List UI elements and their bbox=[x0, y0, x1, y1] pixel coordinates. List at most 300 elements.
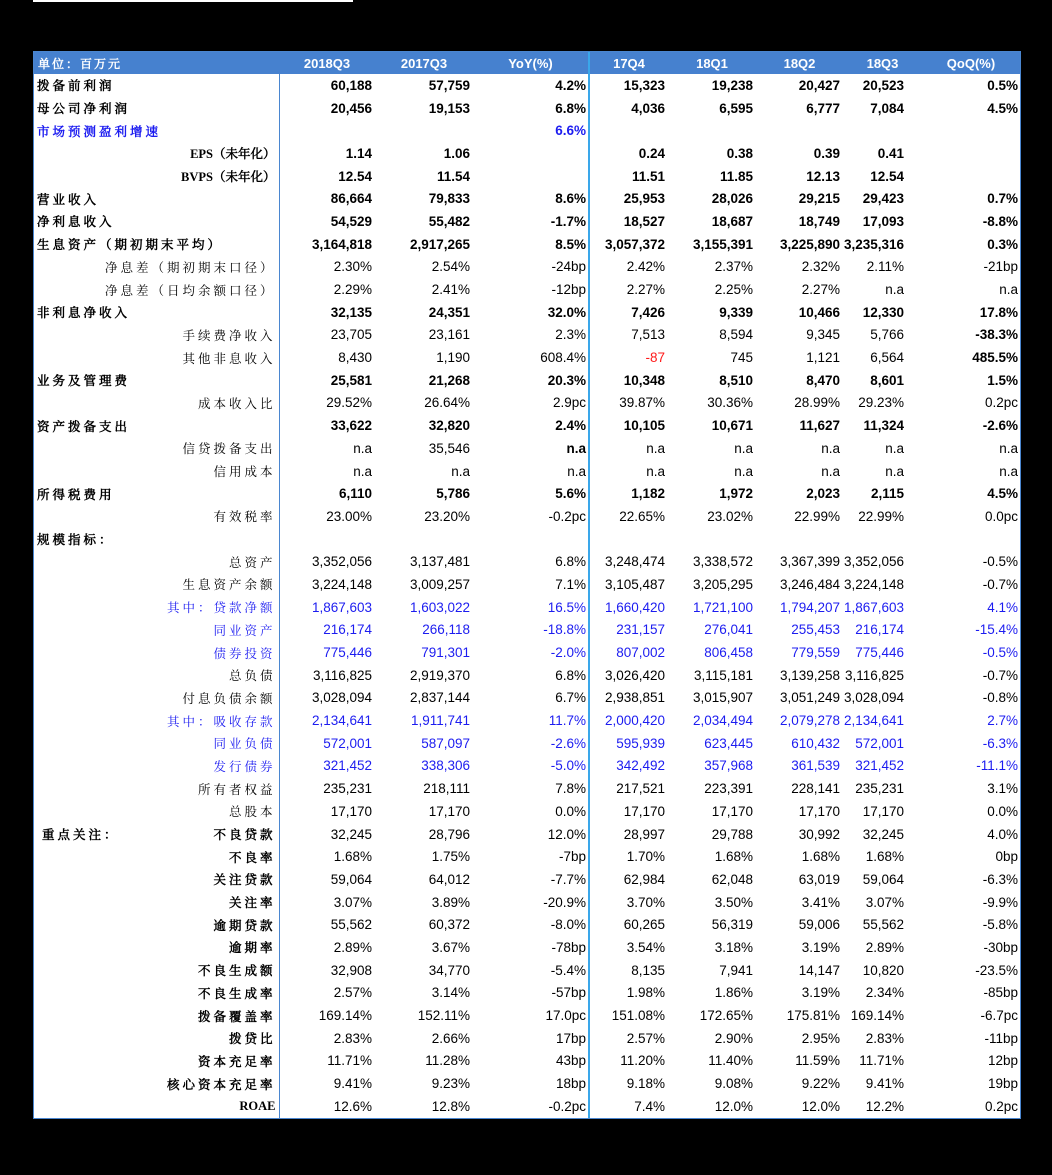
val-yoy: 7.1% bbox=[473, 573, 589, 596]
val-2018q3: 25,581 bbox=[330, 372, 372, 388]
val-yoy: 2.4% bbox=[473, 414, 589, 437]
row-group-prefix: 重点关注： bbox=[42, 827, 120, 843]
val-qoq: 0.0pc bbox=[984, 508, 1018, 524]
val-17q4: 9.18% bbox=[626, 1076, 665, 1092]
row-label-text: 净利息收入 bbox=[37, 214, 115, 230]
val-18q1: 30.36% bbox=[707, 395, 753, 411]
val-2018q3: 17,170 bbox=[330, 803, 372, 819]
val-18q2: 29,215 bbox=[798, 191, 840, 207]
val-18q2: 10,466 bbox=[798, 304, 840, 320]
val-2018q3: 33,622 bbox=[330, 418, 372, 434]
val-18q3: 12,330 bbox=[862, 304, 904, 320]
val-yoy: 8.5% bbox=[473, 233, 589, 256]
row-label-text: 有效税率 bbox=[213, 509, 276, 525]
val-qoq: -6.3% bbox=[982, 871, 1018, 887]
row-label bbox=[34, 664, 279, 687]
val-2018q3: 2.83% bbox=[333, 1030, 372, 1046]
table-row bbox=[34, 913, 1020, 936]
val-18q1: 9.08% bbox=[714, 1076, 753, 1092]
val-qoq: 17.8% bbox=[979, 304, 1018, 320]
val-17q4: 4,036 bbox=[631, 100, 665, 116]
row-label-text: 所有者权益 bbox=[197, 781, 276, 797]
val-2017q3: 26.64% bbox=[424, 395, 470, 411]
col-header-qoq: QoQ(%) bbox=[922, 52, 1020, 74]
row-label-text: BVPS（未年化） bbox=[181, 170, 276, 185]
val-2017q3: 60,372 bbox=[428, 917, 470, 933]
val-18q1: 19,238 bbox=[711, 77, 753, 93]
val-qoq: -9.9% bbox=[982, 894, 1018, 910]
val-18q2 bbox=[756, 528, 843, 551]
row-label-text: 其中：吸收存款 bbox=[166, 713, 276, 729]
val-2018q3: 20,456 bbox=[330, 100, 372, 116]
val-17q4: 2.57% bbox=[626, 1030, 665, 1046]
val-18q1: 2.90% bbox=[714, 1030, 753, 1046]
val-17q4 bbox=[589, 119, 668, 142]
val-2017q3: 1,911,741 bbox=[410, 713, 470, 729]
val-yoy: -57bp bbox=[473, 982, 589, 1005]
row-label bbox=[34, 301, 279, 324]
row-label bbox=[34, 437, 279, 460]
val-2017q3: 11.54 bbox=[436, 168, 470, 184]
val-2017q3: 79,833 bbox=[428, 191, 470, 207]
val-17q4: 151.08% bbox=[611, 1008, 665, 1024]
row-label bbox=[34, 936, 279, 959]
row-label-text: ROAE bbox=[239, 1099, 276, 1114]
val-qoq: 4.5% bbox=[987, 486, 1018, 502]
val-2017q3: 24,351 bbox=[428, 304, 470, 320]
val-17q4: 60,265 bbox=[623, 917, 665, 933]
val-qoq: 0.7% bbox=[987, 191, 1018, 207]
val-2017q3: 3.14% bbox=[431, 985, 470, 1001]
val-18q1: 2.25% bbox=[714, 282, 753, 298]
val-2018q3: 216,174 bbox=[323, 622, 372, 638]
val-18q1: 18,687 bbox=[711, 213, 753, 229]
table-row bbox=[34, 936, 1020, 959]
table-row bbox=[34, 392, 1020, 415]
val-18q2: 18,749 bbox=[798, 213, 840, 229]
val-2018q3: 23.00% bbox=[326, 508, 372, 524]
val-2017q3: 1,190 bbox=[436, 350, 470, 366]
table-row bbox=[34, 1095, 1020, 1118]
val-qoq: 0.5% bbox=[987, 77, 1018, 93]
row-label-text: 同业负债 bbox=[213, 736, 276, 752]
val-2017q3: 35,546 bbox=[428, 440, 470, 456]
val-yoy: -78bp bbox=[473, 936, 589, 959]
val-yoy: -18.8% bbox=[473, 619, 589, 642]
val-2018q3: 321,452 bbox=[323, 758, 372, 774]
val-17q4: 0.24 bbox=[638, 145, 665, 161]
val-17q4: 2,938,851 bbox=[604, 690, 665, 706]
val-2017q3: 266,118 bbox=[422, 622, 470, 638]
val-17q4: 22.65% bbox=[619, 508, 665, 524]
row-label-text: 付息负债余额 bbox=[182, 690, 276, 706]
val-18q3: 0.41 bbox=[877, 145, 904, 161]
val-2017q3: 12.8% bbox=[431, 1098, 470, 1114]
row-label bbox=[34, 369, 279, 392]
val-18q2: 0.39 bbox=[813, 145, 840, 161]
table-row bbox=[34, 482, 1020, 505]
financial-summary-table bbox=[33, 51, 1021, 1119]
table-row bbox=[34, 187, 1020, 210]
val-yoy: -2.6% bbox=[473, 732, 589, 755]
val-17q4: -87 bbox=[645, 350, 665, 366]
val-qoq: 1.5% bbox=[987, 372, 1018, 388]
val-17q4: 1,660,420 bbox=[604, 599, 665, 615]
val-18q3: 17,170 bbox=[862, 803, 904, 819]
val-yoy: -2.0% bbox=[473, 641, 589, 664]
val-18q1: 276,041 bbox=[704, 622, 753, 638]
val-2017q3: 3,009,257 bbox=[409, 576, 470, 592]
unit-label: 单位：百万元 bbox=[34, 52, 279, 74]
val-2018q3: 3.07% bbox=[333, 894, 372, 910]
val-qoq: -0.7% bbox=[982, 576, 1018, 592]
val-18q1: 3,338,572 bbox=[692, 554, 753, 570]
row-label bbox=[34, 142, 279, 165]
val-2017q3: 2.41% bbox=[431, 282, 470, 298]
val-yoy: 6.8% bbox=[473, 97, 589, 120]
val-17q4: 11.20% bbox=[620, 1053, 665, 1069]
val-2018q3: 32,908 bbox=[330, 962, 372, 978]
row-label-text: 生息资产余额 bbox=[182, 577, 276, 593]
table-row bbox=[34, 982, 1020, 1005]
val-18q2: 1,794,207 bbox=[779, 599, 840, 615]
val-2017q3: 338,306 bbox=[421, 758, 470, 774]
table-row bbox=[34, 845, 1020, 868]
val-18q1: 357,968 bbox=[704, 758, 753, 774]
val-qoq: -15.4% bbox=[975, 622, 1018, 638]
val-17q4: 3,057,372 bbox=[604, 236, 665, 252]
row-label-text: 营业收入 bbox=[37, 191, 100, 207]
val-17q4: 3,248,474 bbox=[604, 554, 665, 570]
val-18q1: 11.40% bbox=[708, 1053, 753, 1069]
val-18q1: 623,445 bbox=[704, 735, 753, 751]
val-18q1: 223,391 bbox=[704, 781, 753, 797]
row-label-text: 不良率 bbox=[228, 849, 276, 865]
val-qoq: 485.5% bbox=[972, 350, 1018, 366]
val-qoq: 4.0% bbox=[987, 826, 1018, 842]
val-2017q3 bbox=[375, 119, 473, 142]
row-label bbox=[34, 641, 279, 664]
val-18q1 bbox=[668, 119, 756, 142]
table-row bbox=[34, 142, 1020, 165]
val-2018q3: 3,164,818 bbox=[311, 236, 372, 252]
val-18q3: n.a bbox=[885, 440, 904, 456]
val-18q2: 3.41% bbox=[801, 894, 840, 910]
val-18q1: 3,155,391 bbox=[692, 236, 753, 252]
val-18q2: 3,225,890 bbox=[779, 236, 840, 252]
row-label bbox=[34, 1050, 279, 1073]
row-label-text: 不良生成率 bbox=[197, 985, 276, 1001]
val-qoq: 0.2pc bbox=[984, 395, 1018, 411]
val-yoy: 17.0pc bbox=[473, 1004, 589, 1027]
val-yoy: n.a bbox=[473, 437, 589, 460]
val-2018q3: 55,562 bbox=[330, 917, 372, 933]
val-2017q3: 21,268 bbox=[428, 372, 470, 388]
val-qoq: -21bp bbox=[983, 259, 1018, 275]
val-18q1: 7,941 bbox=[719, 962, 753, 978]
val-qoq: 0.3% bbox=[987, 236, 1018, 252]
val-17q4: n.a bbox=[646, 440, 665, 456]
row-label-text: 市场预测盈利增速 bbox=[37, 123, 162, 139]
val-18q2: 2,023 bbox=[806, 486, 840, 502]
val-18q1: 1.68% bbox=[714, 849, 753, 865]
val-2018q3: 29.52% bbox=[326, 395, 372, 411]
val-18q2: 17,170 bbox=[798, 803, 840, 819]
val-yoy: -8.0% bbox=[473, 913, 589, 936]
val-18q2: 9.22% bbox=[801, 1076, 840, 1092]
val-17q4: 2.27% bbox=[626, 282, 665, 298]
val-2018q3: 9.41% bbox=[333, 1076, 372, 1092]
val-qoq: -0.5% bbox=[982, 554, 1018, 570]
val-qoq: 19bp bbox=[987, 1076, 1018, 1092]
row-label bbox=[34, 732, 279, 755]
val-yoy: -7bp bbox=[473, 845, 589, 868]
val-17q4: 807,002 bbox=[616, 645, 665, 661]
val-18q2: 28.99% bbox=[794, 395, 840, 411]
row-label bbox=[34, 596, 279, 619]
row-label bbox=[34, 1072, 279, 1095]
val-qoq: -23.5% bbox=[975, 962, 1018, 978]
val-18q1: 3.18% bbox=[714, 939, 753, 955]
val-18q3: 20,523 bbox=[862, 77, 904, 93]
row-label-text: 信贷拨备支出 bbox=[182, 441, 276, 457]
val-18q3: 10,820 bbox=[862, 962, 904, 978]
val-18q2: 14,147 bbox=[798, 962, 840, 978]
row-label-text: 关注贷款 bbox=[213, 872, 276, 888]
table-row bbox=[34, 119, 1020, 142]
val-17q4: 1.98% bbox=[626, 985, 665, 1001]
val-18q3: 5,766 bbox=[870, 327, 904, 343]
val-18q3: 11,324 bbox=[863, 418, 904, 434]
val-2017q3: 32,820 bbox=[428, 418, 470, 434]
val-yoy: 6.8% bbox=[473, 550, 589, 573]
row-label bbox=[34, 392, 279, 415]
table-row bbox=[34, 278, 1020, 301]
row-label-text: 业务及管理费 bbox=[37, 373, 131, 389]
row-label bbox=[34, 97, 279, 120]
val-18q3: 775,446 bbox=[855, 645, 904, 661]
row-label bbox=[34, 528, 279, 551]
val-18q1: 0.38 bbox=[726, 145, 753, 161]
val-18q1: 62,048 bbox=[711, 871, 753, 887]
table-row bbox=[34, 573, 1020, 596]
table-row bbox=[34, 346, 1020, 369]
val-qoq: -0.8% bbox=[982, 690, 1018, 706]
row-label bbox=[34, 891, 279, 914]
val-2018q3: 235,231 bbox=[323, 781, 372, 797]
val-18q3: 3,028,094 bbox=[843, 690, 904, 706]
row-label bbox=[34, 233, 279, 256]
table-row bbox=[34, 233, 1020, 256]
val-qoq bbox=[922, 142, 1020, 165]
val-18q2: 22.99% bbox=[794, 508, 840, 524]
table-row bbox=[34, 732, 1020, 755]
val-18q3: 216,174 bbox=[855, 622, 904, 638]
table-row bbox=[34, 641, 1020, 664]
table-row bbox=[34, 210, 1020, 233]
val-qoq: -0.7% bbox=[982, 667, 1018, 683]
val-2018q3: 3,116,825 bbox=[312, 667, 372, 683]
val-18q2: 1.68% bbox=[801, 849, 840, 865]
val-18q2: 6,777 bbox=[806, 100, 840, 116]
val-2017q3: 2,919,370 bbox=[409, 667, 470, 683]
val-18q2: 2.32% bbox=[801, 259, 840, 275]
val-2017q3: 23,161 bbox=[428, 327, 470, 343]
table-row bbox=[34, 1004, 1020, 1027]
val-2018q3: 1.14 bbox=[345, 145, 372, 161]
table-row bbox=[34, 868, 1020, 891]
row-label bbox=[34, 346, 279, 369]
val-yoy: 2.3% bbox=[473, 324, 589, 347]
col-header-2018q3: 2018Q3 bbox=[279, 52, 375, 74]
val-qoq: 0.0% bbox=[987, 803, 1018, 819]
row-label-text: 同业资产 bbox=[213, 622, 276, 638]
val-18q1: 28,026 bbox=[711, 191, 753, 207]
val-17q4: 2.42% bbox=[626, 259, 665, 275]
table-row bbox=[34, 505, 1020, 528]
table-row bbox=[34, 777, 1020, 800]
table-row bbox=[34, 437, 1020, 460]
val-18q2: 11,627 bbox=[799, 418, 840, 434]
val-2018q3: 11.71% bbox=[327, 1053, 372, 1069]
val-qoq: -11.1% bbox=[976, 758, 1018, 774]
row-label bbox=[34, 913, 279, 936]
val-17q4: 39.87% bbox=[619, 395, 665, 411]
val-2017q3: 2.66% bbox=[431, 1030, 470, 1046]
row-label bbox=[34, 119, 279, 142]
table-row bbox=[34, 709, 1020, 732]
val-qoq bbox=[922, 165, 1020, 188]
row-label bbox=[34, 1004, 279, 1027]
row-label bbox=[34, 982, 279, 1005]
val-2018q3: 59,064 bbox=[330, 871, 372, 887]
val-18q3: 3,235,316 bbox=[843, 236, 904, 252]
table-row bbox=[34, 959, 1020, 982]
val-17q4: 8,135 bbox=[631, 962, 665, 978]
val-qoq: 12bp bbox=[987, 1053, 1018, 1069]
val-18q3: 29,423 bbox=[862, 191, 904, 207]
val-18q3: 11.71% bbox=[859, 1053, 904, 1069]
val-18q2: n.a bbox=[821, 440, 840, 456]
val-yoy bbox=[473, 142, 589, 165]
row-label bbox=[34, 573, 279, 596]
val-qoq bbox=[922, 528, 1020, 551]
val-2018q3: 3,352,056 bbox=[311, 554, 372, 570]
val-yoy: 2.9pc bbox=[473, 392, 589, 415]
val-yoy: 0.0% bbox=[473, 800, 589, 823]
val-qoq: 3.1% bbox=[987, 781, 1018, 797]
val-18q2: 3.19% bbox=[801, 985, 840, 1001]
row-label-text: 不良贷款 bbox=[213, 827, 276, 843]
val-18q3: 2,115 bbox=[870, 486, 904, 502]
val-17q4: 1,182 bbox=[631, 486, 665, 502]
val-2017q3: 1,603,022 bbox=[409, 599, 470, 615]
row-label bbox=[34, 550, 279, 573]
val-2018q3: n.a bbox=[353, 463, 372, 479]
val-yoy: 6.7% bbox=[473, 687, 589, 710]
val-qoq: -30bp bbox=[983, 939, 1018, 955]
val-18q2: 779,559 bbox=[791, 645, 840, 661]
val-17q4: n.a bbox=[646, 463, 665, 479]
table-row bbox=[34, 97, 1020, 120]
val-yoy: -0.2pc bbox=[473, 505, 589, 528]
col-header-yoy: YoY(%) bbox=[473, 52, 589, 74]
row-label-text: 母公司净利润 bbox=[37, 101, 131, 117]
row-label bbox=[34, 74, 279, 97]
val-yoy: 6.8% bbox=[473, 664, 589, 687]
val-18q3: 1,867,603 bbox=[843, 599, 904, 615]
val-18q1: 1,972 bbox=[719, 486, 753, 502]
row-label bbox=[34, 868, 279, 891]
val-18q3: n.a bbox=[885, 463, 904, 479]
row-label-text: 手续费净收入 bbox=[182, 327, 276, 343]
row-label-text: 逾期率 bbox=[228, 940, 276, 956]
row-label-text: 逾期贷款 bbox=[213, 917, 276, 933]
val-17q4: 595,939 bbox=[616, 735, 665, 751]
val-qoq bbox=[922, 119, 1020, 142]
val-18q1: n.a bbox=[734, 440, 753, 456]
val-18q2: 12.0% bbox=[801, 1098, 840, 1114]
val-18q3: 8,601 bbox=[870, 372, 904, 388]
val-2018q3: 1,867,603 bbox=[311, 599, 372, 615]
val-17q4: 342,492 bbox=[616, 758, 665, 774]
val-2017q3: 218,111 bbox=[423, 781, 470, 797]
val-2017q3: 3.89% bbox=[431, 894, 470, 910]
row-label bbox=[34, 278, 279, 301]
row-label bbox=[34, 845, 279, 868]
val-yoy: -20.9% bbox=[473, 891, 589, 914]
val-18q1: 29,788 bbox=[711, 826, 753, 842]
val-2017q3: 64,012 bbox=[428, 871, 470, 887]
row-label-text: 其他非息收入 bbox=[182, 350, 276, 366]
val-yoy: -1.7% bbox=[473, 210, 589, 233]
val-2017q3: 17,170 bbox=[428, 803, 470, 819]
val-2017q3: 791,301 bbox=[421, 645, 470, 661]
row-label bbox=[34, 1095, 279, 1118]
val-yoy: 16.5% bbox=[473, 596, 589, 619]
val-qoq: -0.5% bbox=[982, 645, 1018, 661]
val-18q2: 3,139,258 bbox=[779, 667, 840, 683]
table-row bbox=[34, 664, 1020, 687]
row-label-text: 总资产 bbox=[228, 554, 276, 570]
val-18q3: 22.99% bbox=[858, 508, 904, 524]
val-18q1: 3.50% bbox=[714, 894, 753, 910]
val-18q2: 610,432 bbox=[791, 735, 840, 751]
row-label-text: 信用成本 bbox=[213, 464, 276, 480]
val-18q2 bbox=[756, 119, 843, 142]
val-18q1: 17,170 bbox=[711, 803, 753, 819]
val-18q3: 169.14% bbox=[850, 1008, 904, 1024]
val-yoy: 17bp bbox=[473, 1027, 589, 1050]
row-label bbox=[34, 165, 279, 188]
val-18q3: 6,564 bbox=[870, 350, 904, 366]
val-18q3: 2,134,641 bbox=[843, 713, 904, 729]
val-2018q3: 12.6% bbox=[333, 1098, 372, 1114]
val-17q4: 3.54% bbox=[626, 939, 665, 955]
val-18q1: 3,205,295 bbox=[692, 576, 753, 592]
val-18q1: 8,510 bbox=[719, 372, 753, 388]
val-2017q3: 1.75% bbox=[431, 849, 470, 865]
val-2018q3: 169.14% bbox=[318, 1008, 372, 1024]
val-2018q3: 2.89% bbox=[333, 939, 372, 955]
table-row bbox=[34, 596, 1020, 619]
row-label-text: 核心资本充足率 bbox=[166, 1076, 276, 1092]
table-row bbox=[34, 165, 1020, 188]
val-yoy: -5.4% bbox=[473, 959, 589, 982]
val-18q2: 175.81% bbox=[786, 1008, 840, 1024]
row-label bbox=[34, 324, 279, 347]
val-18q1: 8,594 bbox=[719, 327, 753, 343]
